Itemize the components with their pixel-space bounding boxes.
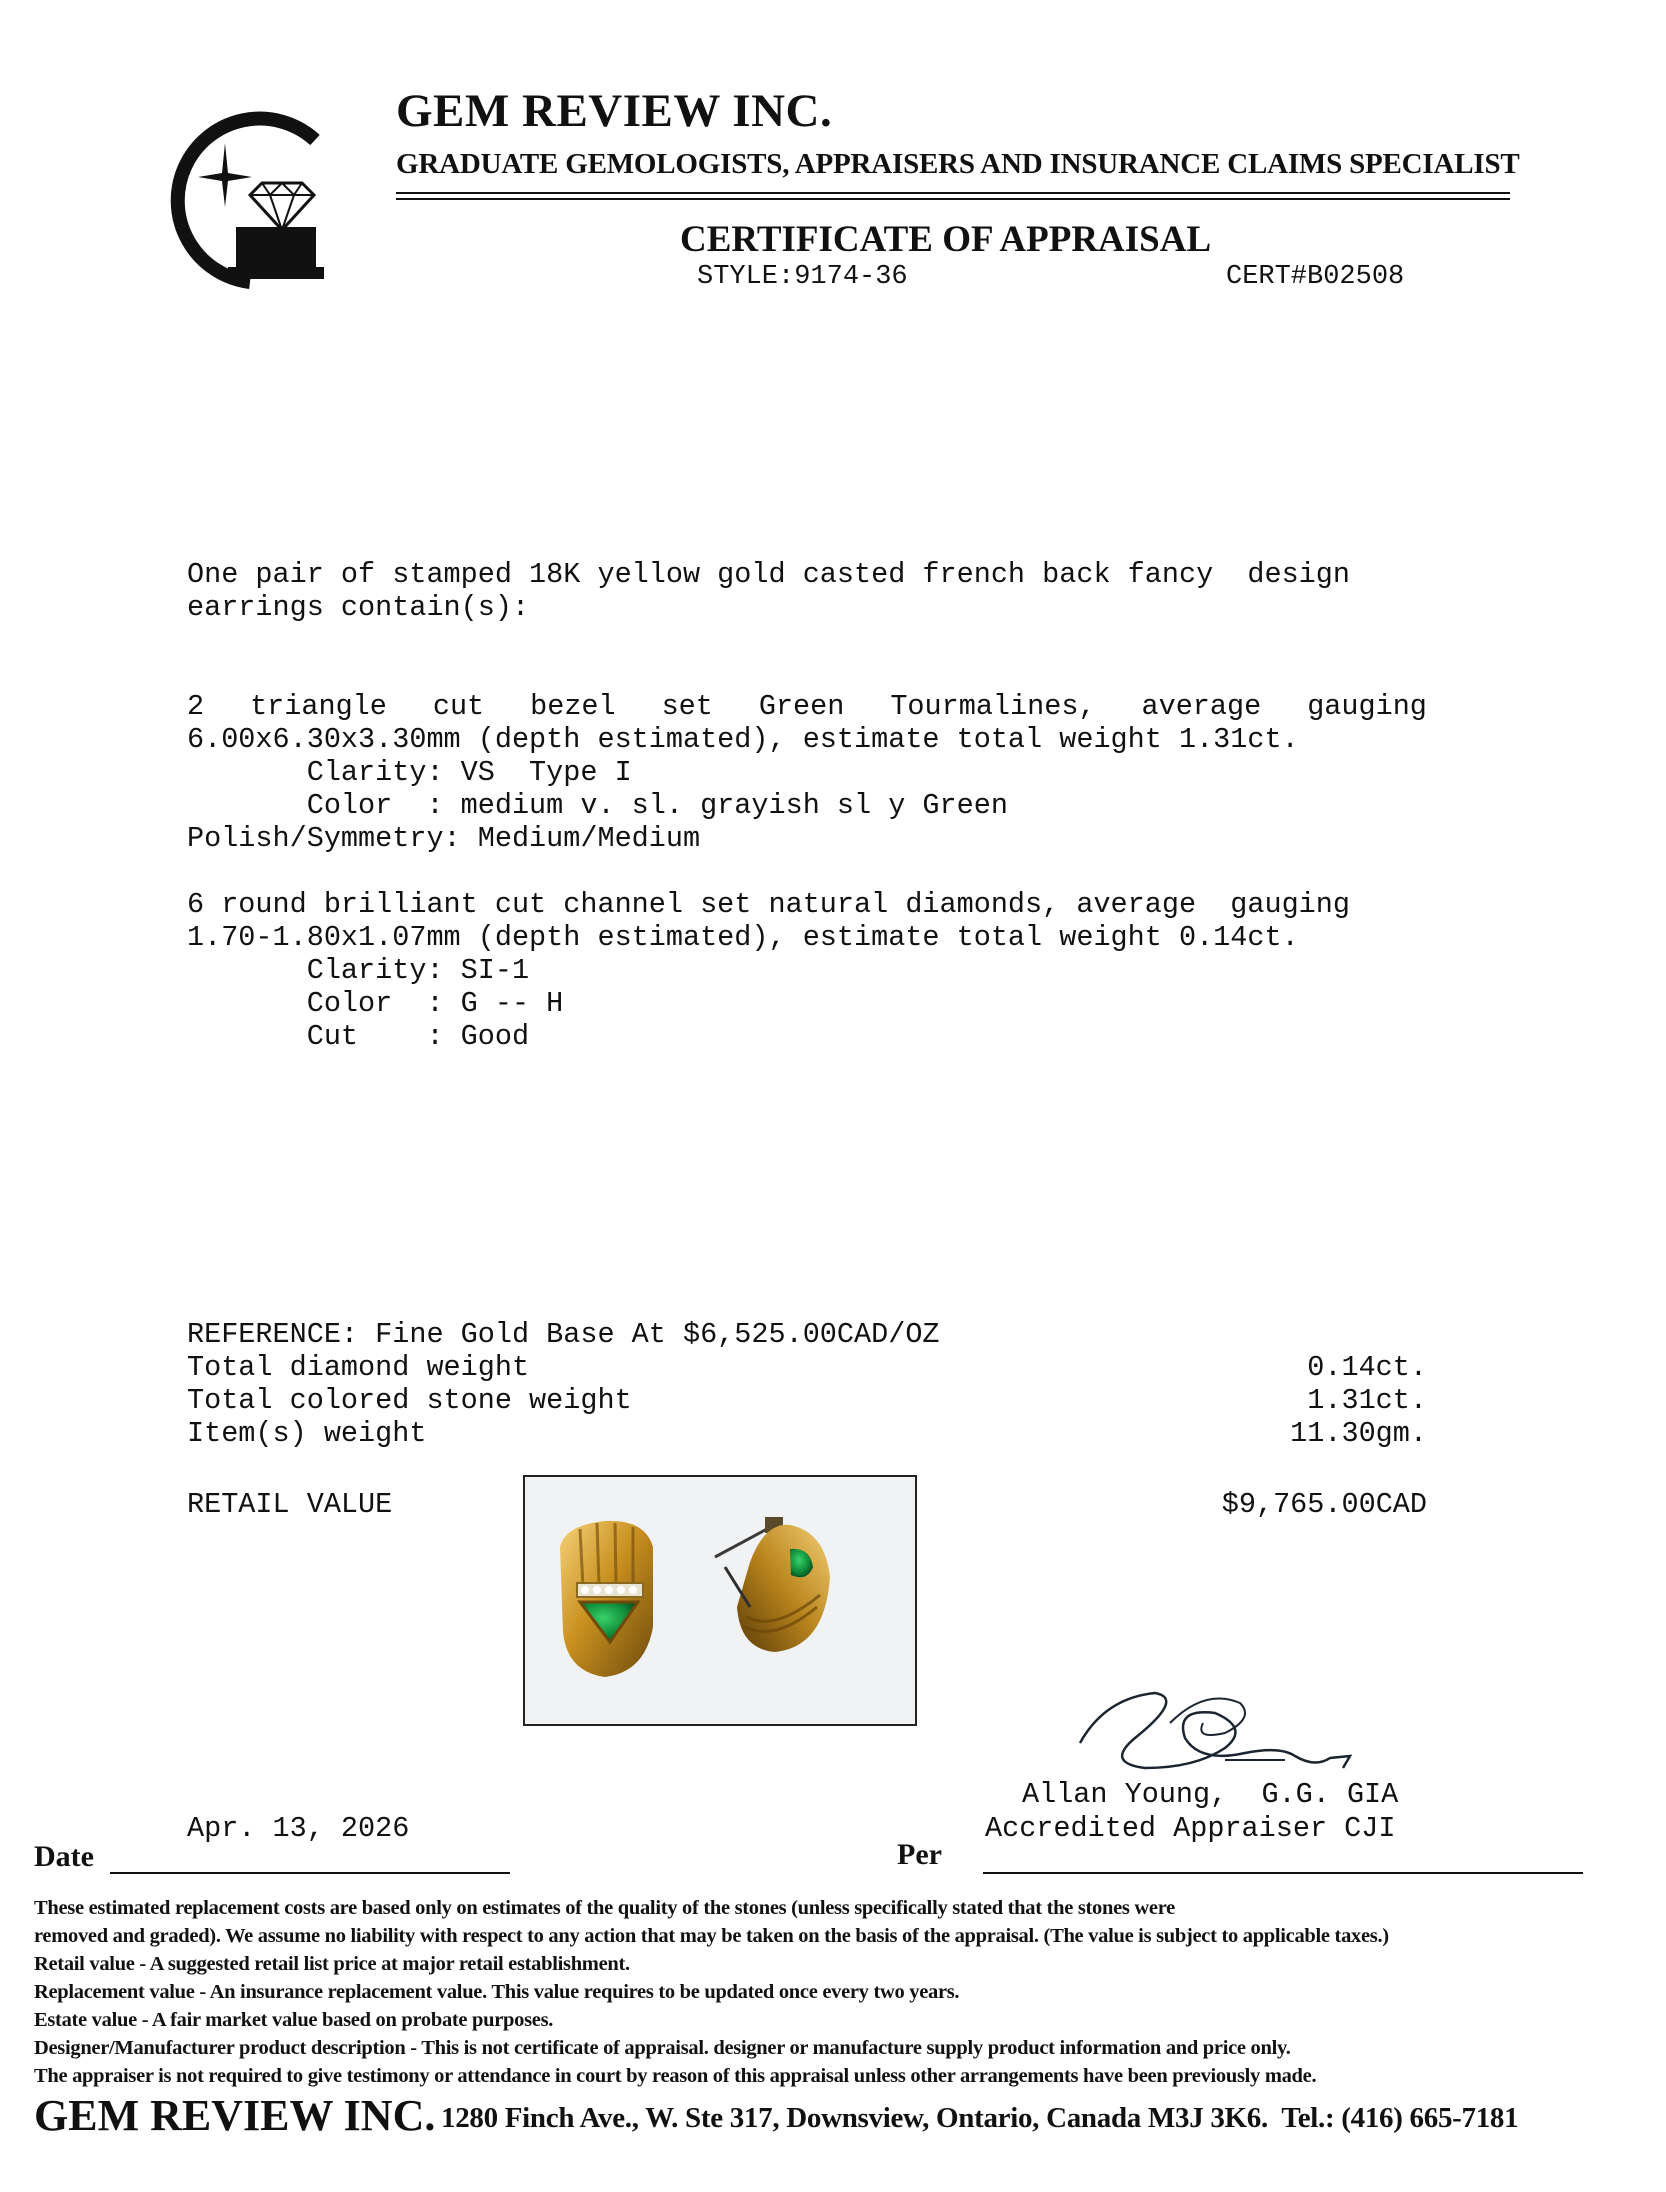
per-line [983,1872,1583,1874]
tourmaline-color: Color : medium v. sl. grayish sl y Green [187,789,1008,822]
tourmaline-word: Green [758,690,845,723]
cert-number: CERT#B02508 [1226,262,1405,292]
tourmaline-word: gauging [1307,690,1427,723]
appraiser-accreditation: Accredited Appraiser CJI [985,1812,1396,1845]
retail-value: $9,765.00CAD [1221,1488,1427,1521]
description-line-1: One pair of stamped 18K yellow gold casted french back fancy design [187,558,1350,591]
summary-row [187,1384,1427,1417]
summary-value: 0.14ct. [1307,1351,1427,1384]
tourmaline-clarity: Clarity: VS Type I [187,756,632,789]
per-label: Per [897,1838,942,1871]
summary-value: 1.31ct. [1307,1384,1427,1417]
summary-row [187,1417,1427,1450]
diamond-color: Color : G -- H [187,987,564,1020]
date-label: Date [34,1840,94,1873]
tourmaline-line-1 [187,690,1427,723]
tourmaline-word: cut [432,690,485,723]
diamond-line-1: 6 round brilliant cut channel set natural diamonds, average gauging [187,888,1350,921]
date-line [110,1872,510,1874]
tourmaline-line-2: 6.00x6.30x3.30mm (depth estimated), estimate total weight 1.31ct. [187,723,1299,756]
summary-value: 11.30gm. [1290,1417,1427,1450]
item-description [187,558,1350,624]
tourmaline-section [187,690,1427,855]
company-tagline: GRADUATE GEMOLOGISTS, APPRAISERS AND INSURANCE CLAIMS SPECIALIST [396,148,1520,180]
diamond-line-2: 1.70-1.80x1.07mm (depth estimated), estimate total weight 0.14ct. [187,921,1299,954]
appraisal-date: Apr. 13, 2026 [187,1812,410,1845]
tourmaline-word: bezel [530,690,616,723]
header-rule-top [396,192,1510,194]
tourmaline-word: average [1141,690,1262,723]
disclaimer-line: Replacement value - An insurance replacement value. This value requires to be updated once every two years. [34,1981,960,2003]
disclaimer-line: Retail value - A suggested retail list price at major retail establishment. [34,1953,630,1975]
tourmaline-word: set [661,690,713,723]
disclaimer-line: These estimated replacement costs are based only on estimates of the quality of the stones (unless specifically stated that the stones were [34,1897,1175,1919]
tourmaline-polish: Polish/Symmetry: Medium/Medium [187,822,701,855]
disclaimer-line: Estate value - A fair market value based on probate purposes. [34,2009,554,2031]
summary-row [187,1351,1427,1384]
reference-line: REFERENCE: Fine Gold Base At $6,525.00CAD/OZ [187,1318,940,1351]
disclaimer-line: removed and graded). We assume no liability with respect to any action that may be taken on the basis of the appraisal. (The value is subject to applicable taxes.) [34,1925,1389,1947]
diamond-cut: Cut : Good [187,1020,530,1053]
tourmaline-word: 2 [187,690,205,723]
company-name: GEM REVIEW INC. [396,85,833,137]
header-rule-bottom [396,198,1510,200]
tourmaline-word: triangle [250,690,387,723]
retail-label: RETAIL VALUE [187,1488,393,1521]
disclaimer-line: Designer/Manufacturer product description - This is not certificate of appraisal. designer or manufacture supply product information and price only. [34,2037,1291,2059]
diamond-clarity: Clarity: SI-1 [187,954,530,987]
footer-company-name: GEM REVIEW INC. [34,2091,436,2140]
appraiser-name: Allan Young, G.G. GIA [1022,1778,1399,1811]
summary-label: Total colored stone weight [187,1384,632,1417]
style-number: STYLE:9174-36 [697,262,908,292]
description-line-2: earrings contain(s): [187,591,530,624]
tourmaline-word: Tourmalines, [890,690,1096,723]
disclaimer-line: The appraiser is not required to give testimony or attendance in court by reason of this appraisal unless other arrangements have been previously made. [34,2065,1317,2087]
summary-label: Total diamond weight [187,1351,530,1384]
earrings-photo [523,1475,917,1726]
certificate-title: CERTIFICATE OF APPRAISAL [680,219,1212,260]
summary-label: Item(s) weight [187,1417,427,1450]
footer-address: 1280 Finch Ave., W. Ste 317, Downsview, Ontario, Canada M3J 3K6. Tel.: (416) 665-7181 [441,2102,1519,2134]
diamond-section [187,888,1350,1053]
gem-review-logo-icon [140,95,340,295]
appraiser-signature [1075,1668,1375,1788]
